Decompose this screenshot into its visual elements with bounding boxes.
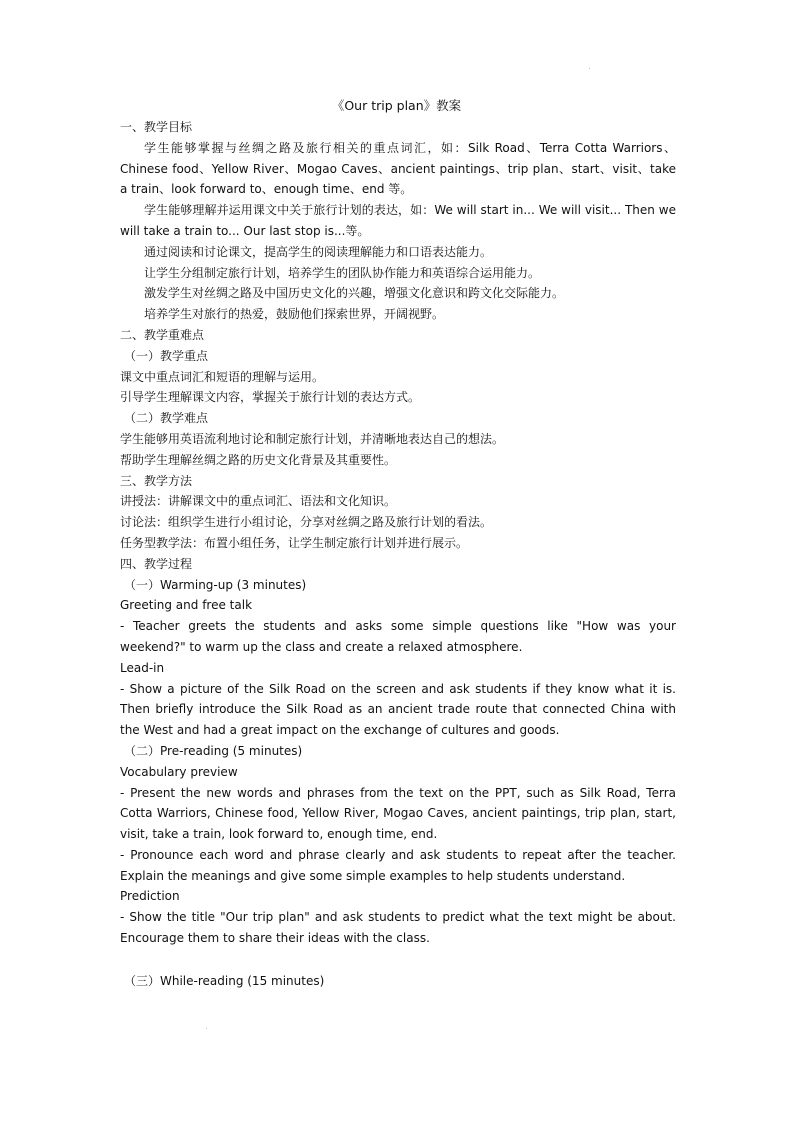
paragraph: 学生能够理解并运用课文中关于旅行计划的表达，如：We will start in... We will visit... Then we will take a train to... Our last stop is...等。 bbox=[120, 203, 676, 238]
paragraph: - Pronounce each word and phrase clearly and ask students to repeat after the teacher. Explain the meanings and give some simple examples to help students understand. bbox=[120, 847, 676, 883]
step-title: Vocabulary preview bbox=[120, 764, 238, 779]
scan-speck bbox=[589, 68, 590, 69]
paragraph: - Teacher greets the students and asks some simple questions like "How was your weekend?" to warm up the class and create a relaxed atmosphere. bbox=[120, 619, 676, 654]
subsection-heading: （三）While-reading (15 minutes) bbox=[124, 973, 325, 988]
step-title: Prediction bbox=[120, 889, 180, 904]
paragraph: - Show a picture of the Silk Road on the screen and ask students if they know what it is. Then briefly introduce the Silk Road as an ancient trade route that connected China with the West and had a great impact on the exchange of cultures and goods. bbox=[120, 681, 676, 738]
step-title: Greeting and free talk bbox=[120, 598, 253, 613]
paragraph: 学生能够用英语流利地讨论和制定旅行计划，并清晰地表达自己的想法。 bbox=[120, 431, 505, 446]
paragraph: 让学生分组制定旅行计划，培养学生的团队协作能力和英语综合运用能力。 bbox=[144, 265, 541, 280]
subsection-heading: （一）教学重点 bbox=[124, 348, 209, 363]
section-heading: 一、教学目标 bbox=[120, 120, 193, 134]
paragraph: - Present the new words and phrases from the text on the PPT, such as Silk Road, Terra Cotta Warriors, Chinese food, Yellow River, Mogao Caves, ancient paintings, trip plan, start, visit, take a train, look forward to, enough time, end. bbox=[120, 785, 676, 842]
subsection-heading: （一）Warming-up (3 minutes) bbox=[124, 577, 307, 592]
section-heading: 三、教学方法 bbox=[120, 473, 193, 488]
section-heading: 四、教学过程 bbox=[120, 556, 193, 571]
paragraph: 学生能够掌握与丝绸之路及旅行相关的重点词汇，如：Silk Road、Terra Cotta Warriors、Chinese food、Yellow River、Mogao Caves、ancient paintings、trip plan、start、visit、take a train、look forward to、enough time、end 等。 bbox=[120, 140, 676, 197]
subsection-heading: （二）Pre-reading (5 minutes) bbox=[124, 743, 303, 758]
paragraph: 任务型教学法：布置小组任务，让学生制定旅行计划并进行展示。 bbox=[120, 535, 469, 550]
paragraph: - Show the title "Our trip plan" and ask students to predict what the text might be about. Encourage them to share their ideas with the class. bbox=[120, 910, 676, 946]
paragraph: 引导学生理解课文内容，掌握关于旅行计划的表达方式。 bbox=[120, 390, 421, 405]
paragraph: 通过阅读和讨论课文，提高学生的阅读理解能力和口语表达能力。 bbox=[144, 244, 493, 259]
scan-speck bbox=[206, 1028, 207, 1029]
paragraph: 帮助学生理解丝绸之路的历史文化背景及其重要性。 bbox=[120, 452, 397, 467]
paragraph: 讲授法：讲解课文中的重点词汇、语法和文化知识。 bbox=[120, 494, 397, 509]
subsection-heading: （二）教学难点 bbox=[124, 411, 209, 426]
document-title: 《Our trip plan》教案 bbox=[331, 98, 462, 113]
blank-line bbox=[120, 949, 676, 971]
paragraph: 讨论法：组织学生进行小组讨论，分享对丝绸之路及旅行计划的看法。 bbox=[120, 515, 493, 530]
paragraph: 激发学生对丝绸之路及中国历史文化的兴趣，增强文化意识和跨文化交际能力。 bbox=[144, 286, 565, 301]
paragraph: 课文中重点词汇和短语的理解与运用。 bbox=[120, 369, 325, 384]
step-title: Lead-in bbox=[120, 660, 165, 675]
section-heading: 二、教学重难点 bbox=[120, 327, 205, 342]
paragraph: 培养学生对旅行的热爱，鼓励他们探索世界，开阔视野。 bbox=[144, 307, 445, 322]
document-body bbox=[120, 117, 676, 992]
